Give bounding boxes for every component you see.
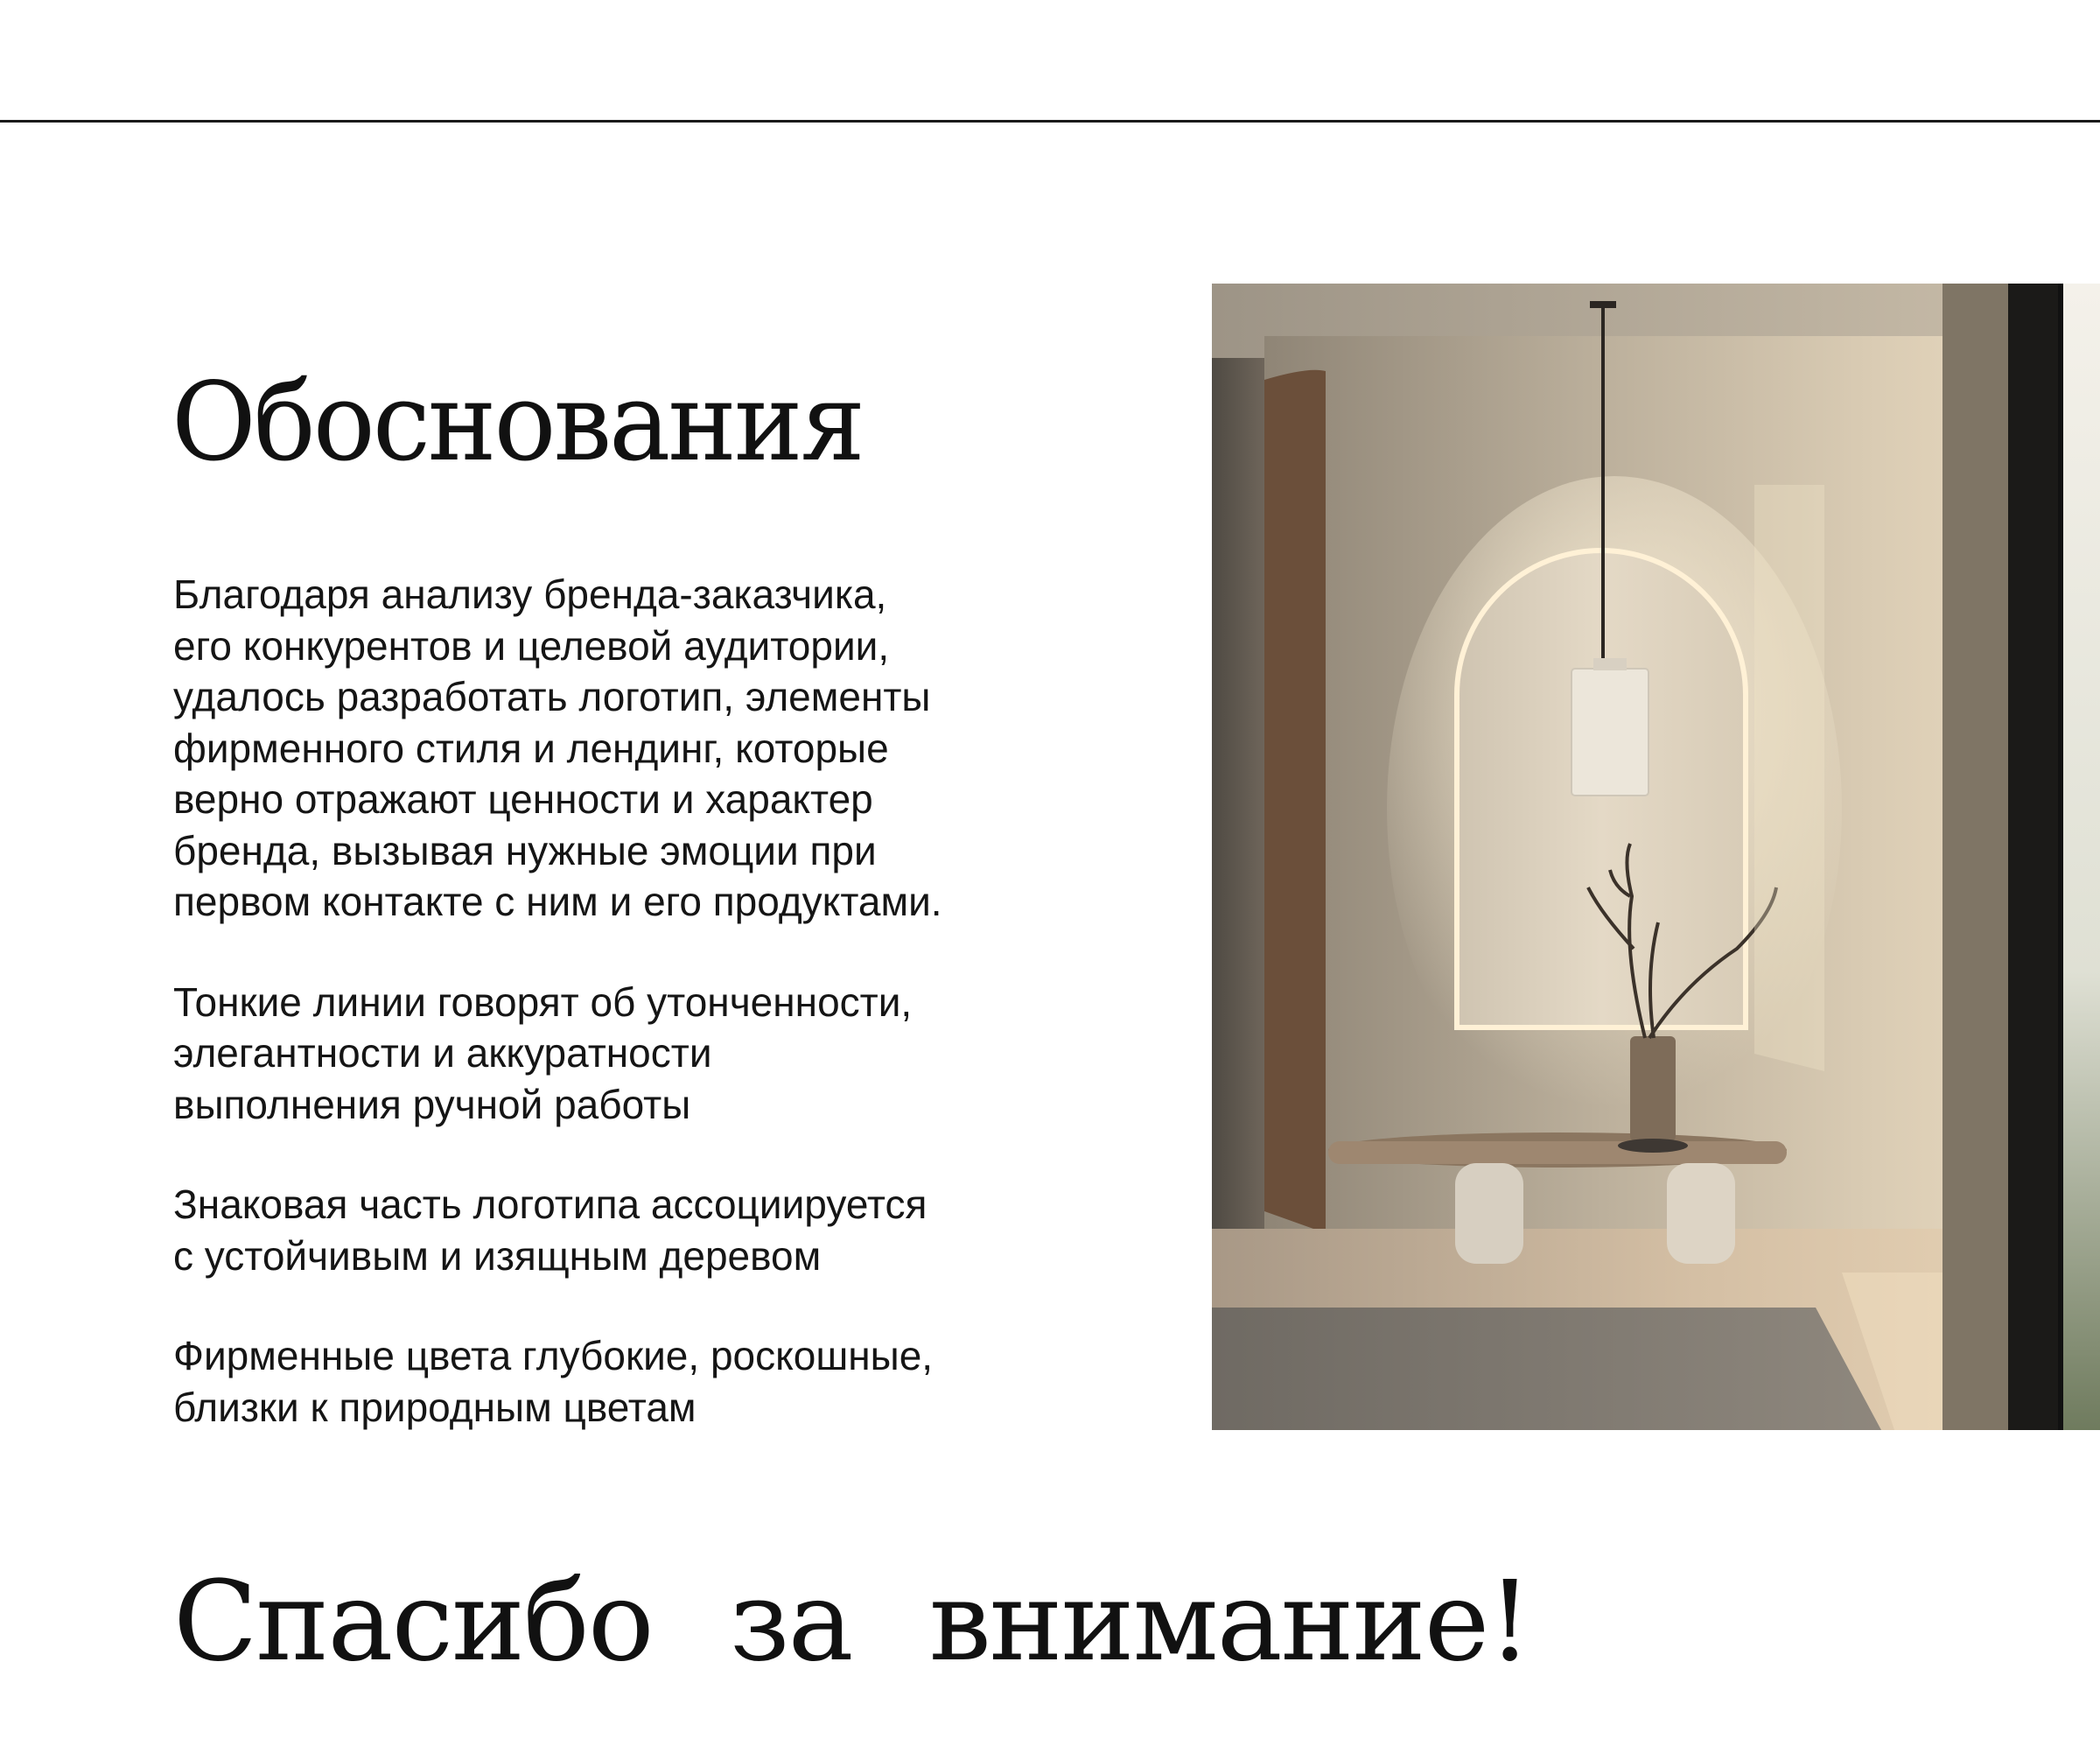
closing-message: Спасибо за внимание! (173, 1557, 1530, 1686)
window-frame-shape (2008, 284, 2058, 1430)
page-title: Обоснования (172, 358, 864, 486)
vase-shape (1630, 1036, 1676, 1141)
bench-leg-right-shape (1667, 1163, 1735, 1264)
ceiling-mount-shape (1590, 301, 1616, 308)
window-jamb-shape (1942, 284, 2008, 1430)
sunlight-patch-shape (1754, 485, 1824, 1071)
bench-leg-left-shape (1455, 1163, 1523, 1264)
window-view-shape (2058, 284, 2100, 1430)
wood-panel-shape (1264, 370, 1326, 1233)
lamp-cap-shape (1593, 658, 1627, 670)
rationale-text (173, 569, 1153, 1482)
paragraph-analysis: Благодаря анализу бренда-заказчика, его конкурентов и целевой аудитории, удалось разработать логотип, элементы фирменного стиля и лендинг, которые верно отражают ценности и характер бренда, вызывая нужные эмоции при первом контакте с ним и его продуктами. (173, 571, 942, 924)
interior-photo (1212, 284, 2100, 1430)
paragraph-brand-colors: Фирменные цвета глубокие, роскошные, близки к природным цветам (173, 1333, 934, 1430)
vase-tray-shape (1618, 1139, 1688, 1153)
rug-shape (1212, 1308, 1881, 1430)
left-wall-shape (1212, 358, 1264, 1255)
paragraph-thin-lines: Тонкие линии говорят об утонченности, элегантности и аккуратности выполнения ручной работы (173, 978, 913, 1127)
bench-edge-shape (1328, 1141, 1787, 1164)
window-mullion-shape (2058, 284, 2063, 1430)
paragraph-logo-mark: Знаковая часть логотипа ассоциируется с устойчивым и изящным деревом (173, 1182, 928, 1279)
top-divider-line (0, 120, 2100, 123)
pendant-lamp-shape (1572, 669, 1648, 796)
